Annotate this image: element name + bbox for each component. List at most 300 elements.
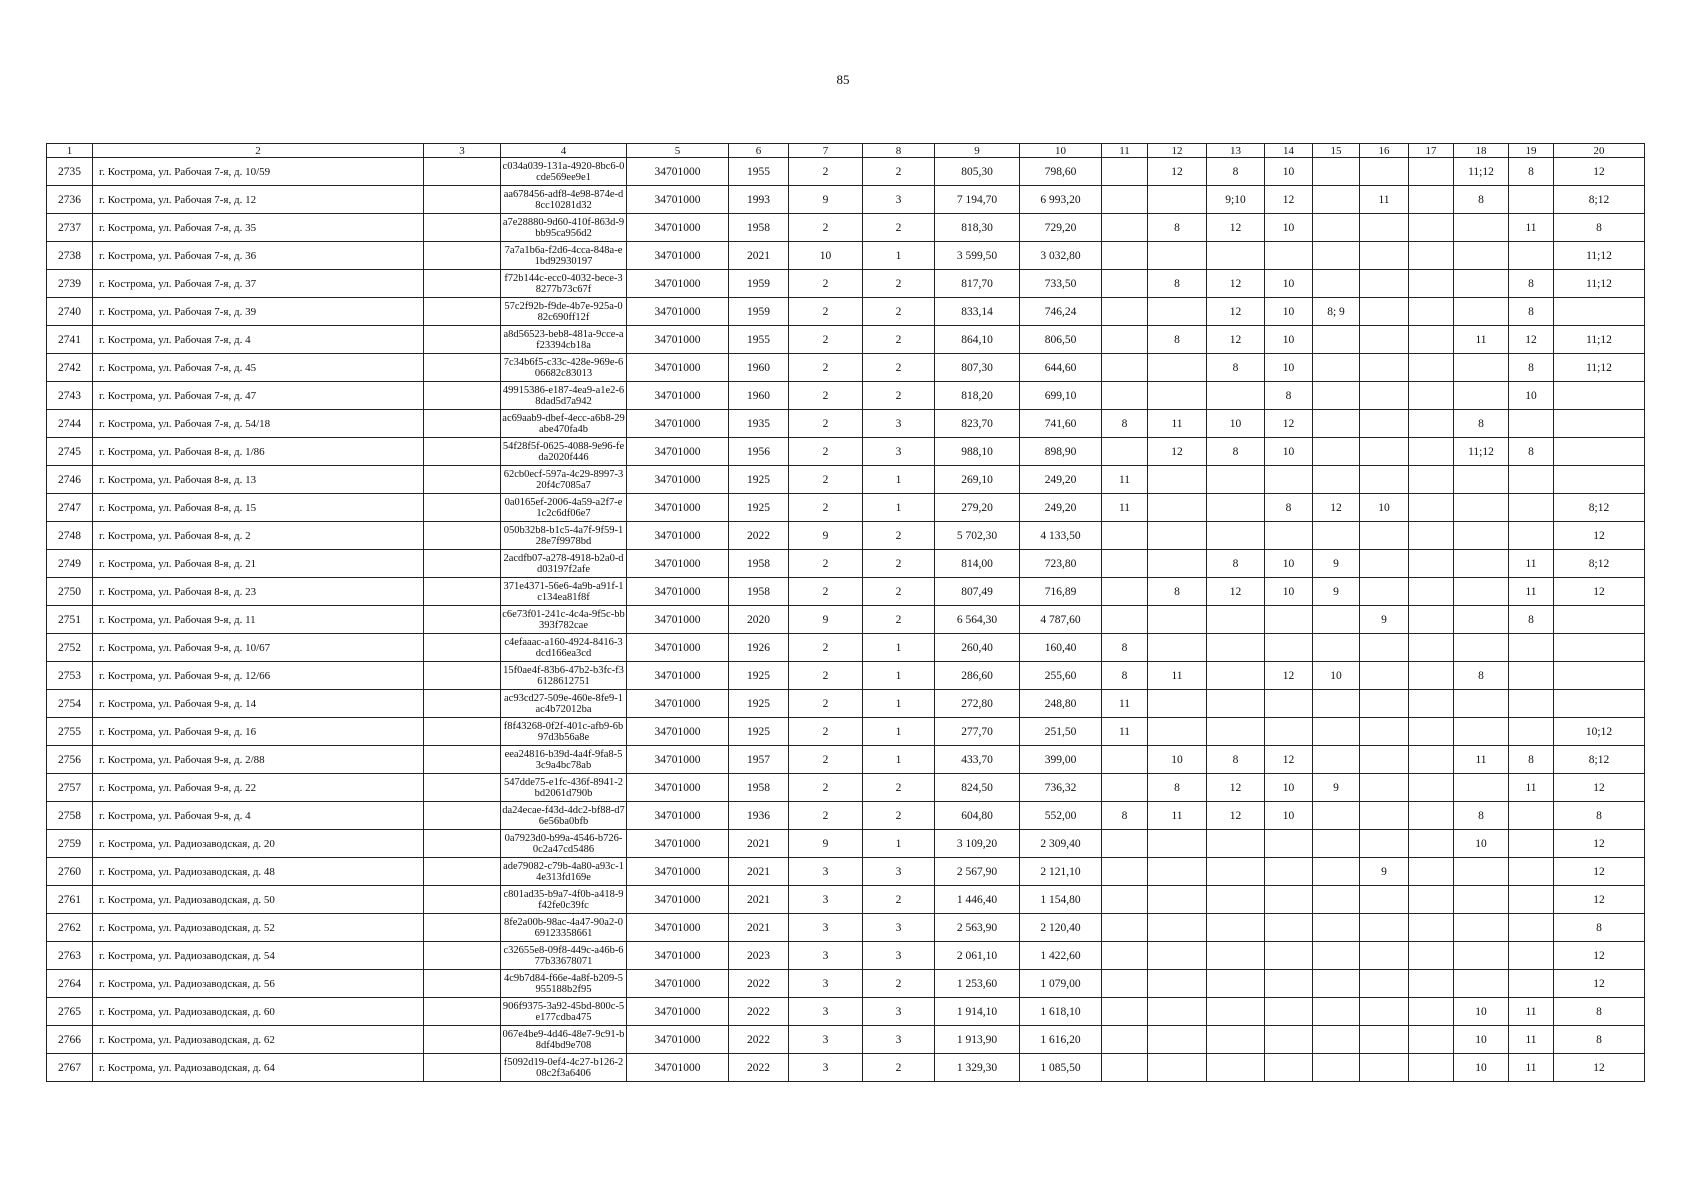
- table-cell-col-15: [1313, 942, 1360, 970]
- table-cell-col-18: 11: [1454, 326, 1509, 354]
- table-cell-col-7: 2: [789, 718, 863, 746]
- table-cell-col-16: [1360, 354, 1409, 382]
- table-cell-col-18: [1454, 214, 1509, 242]
- table-row: [47, 326, 1645, 354]
- table-cell-col-10: 898,90: [1020, 438, 1102, 466]
- table-cell-col-7: 2: [789, 690, 863, 718]
- table-cell-col-10: 736,32: [1020, 774, 1102, 802]
- table-cell-col-18: [1454, 634, 1509, 662]
- table-cell-col-18: [1454, 578, 1509, 606]
- table-cell-col-19: 12: [1509, 326, 1554, 354]
- table-cell-col-4: a7e28880-9d60-410f-863d-9bb95ca956d2: [501, 214, 627, 242]
- column-header-14: 14: [1265, 144, 1313, 158]
- table-cell-col-19: 8: [1509, 606, 1554, 634]
- table-cell-col-2: г. Кострома, ул. Рабочая 7-я, д. 47: [93, 382, 424, 410]
- table-cell-col-8: 3: [863, 186, 935, 214]
- table-cell-col-2: г. Кострома, ул. Радиозаводская, д. 56: [93, 970, 424, 998]
- table-cell-col-6: 1956: [729, 438, 789, 466]
- table-cell-col-3: [424, 830, 501, 858]
- table-cell-col-20: [1554, 662, 1645, 690]
- table-cell-col-5: 34701000: [627, 410, 729, 438]
- table-cell-col-9: 1 329,30: [935, 1054, 1020, 1082]
- table-cell-col-5: 34701000: [627, 326, 729, 354]
- table-cell-col-12: [1148, 886, 1207, 914]
- table-row: [47, 886, 1645, 914]
- table-row: [47, 242, 1645, 270]
- table-cell-col-17: [1409, 438, 1454, 466]
- table-row: [47, 690, 1645, 718]
- table-cell-col-8: 2: [863, 1054, 935, 1082]
- table-cell-col-18: 11;12: [1454, 158, 1509, 186]
- table-cell-col-4: 7a7a1b6a-f2d6-4cca-848a-e1bd92930197: [501, 242, 627, 270]
- table-cell-col-20: [1554, 298, 1645, 326]
- table-cell-col-18: 8: [1454, 186, 1509, 214]
- table-cell-col-16: [1360, 270, 1409, 298]
- table-cell-col-18: 8: [1454, 410, 1509, 438]
- table-cell-col-3: [424, 382, 501, 410]
- table-cell-col-12: 8: [1148, 270, 1207, 298]
- table-cell-col-7: 2: [789, 270, 863, 298]
- table-cell-col-16: 9: [1360, 858, 1409, 886]
- column-header-20: 20: [1554, 144, 1645, 158]
- table-row: [47, 550, 1645, 578]
- table-cell-col-14: 8: [1265, 382, 1313, 410]
- table-cell-col-20: 12: [1554, 158, 1645, 186]
- table-cell-col-12: 11: [1148, 410, 1207, 438]
- table-cell-col-1: 2746: [47, 466, 93, 494]
- table-cell-col-6: 2022: [729, 970, 789, 998]
- column-header-7: 7: [789, 144, 863, 158]
- table-cell-col-5: 34701000: [627, 830, 729, 858]
- table-cell-col-8: 2: [863, 774, 935, 802]
- table-cell-col-6: 1993: [729, 186, 789, 214]
- table-cell-col-18: [1454, 522, 1509, 550]
- table-cell-col-10: 806,50: [1020, 326, 1102, 354]
- table-cell-col-9: 823,70: [935, 410, 1020, 438]
- table-cell-col-13: 12: [1207, 270, 1265, 298]
- table-cell-col-19: [1509, 634, 1554, 662]
- table-cell-col-17: [1409, 382, 1454, 410]
- table-cell-col-1: 2755: [47, 718, 93, 746]
- table-cell-col-5: 34701000: [627, 438, 729, 466]
- table-cell-col-11: [1102, 606, 1148, 634]
- table-cell-col-18: 10: [1454, 1054, 1509, 1082]
- table-cell-col-13: [1207, 830, 1265, 858]
- table-cell-col-12: 8: [1148, 578, 1207, 606]
- table-cell-col-6: 1958: [729, 578, 789, 606]
- table-cell-col-17: [1409, 606, 1454, 634]
- table-cell-col-18: [1454, 606, 1509, 634]
- table-cell-col-11: 8: [1102, 634, 1148, 662]
- table-cell-col-17: [1409, 886, 1454, 914]
- table-cell-col-20: 12: [1554, 970, 1645, 998]
- table-cell-col-1: 2753: [47, 662, 93, 690]
- table-cell-col-6: 1960: [729, 382, 789, 410]
- table-cell-col-19: [1509, 186, 1554, 214]
- table-cell-col-5: 34701000: [627, 634, 729, 662]
- table-cell-col-9: 433,70: [935, 746, 1020, 774]
- table-cell-col-3: [424, 494, 501, 522]
- table-cell-col-3: [424, 298, 501, 326]
- table-row: [47, 830, 1645, 858]
- table-row: [47, 494, 1645, 522]
- table-cell-col-5: 34701000: [627, 1026, 729, 1054]
- table-cell-col-6: 1925: [729, 718, 789, 746]
- table-cell-col-6: 1925: [729, 690, 789, 718]
- table-cell-col-11: [1102, 158, 1148, 186]
- table-cell-col-14: [1265, 942, 1313, 970]
- table-cell-col-5: 34701000: [627, 270, 729, 298]
- table-row: [47, 354, 1645, 382]
- table-row: [47, 998, 1645, 1026]
- table-cell-col-15: [1313, 634, 1360, 662]
- table-cell-col-15: [1313, 354, 1360, 382]
- table-cell-col-10: 1 085,50: [1020, 1054, 1102, 1082]
- table-cell-col-13: [1207, 494, 1265, 522]
- table-cell-col-18: [1454, 690, 1509, 718]
- table-cell-col-17: [1409, 998, 1454, 1026]
- table-cell-col-4: a8d56523-beb8-481a-9cce-af23394cb18a: [501, 326, 627, 354]
- table-cell-col-14: [1265, 830, 1313, 858]
- table-row: [47, 410, 1645, 438]
- table-cell-col-9: 5 702,30: [935, 522, 1020, 550]
- column-header-10: 10: [1020, 144, 1102, 158]
- table-cell-col-11: [1102, 858, 1148, 886]
- table-cell-col-6: 1960: [729, 354, 789, 382]
- table-cell-col-17: [1409, 550, 1454, 578]
- table-cell-col-17: [1409, 690, 1454, 718]
- column-header-11: 11: [1102, 144, 1148, 158]
- table-cell-col-9: 277,70: [935, 718, 1020, 746]
- table-cell-col-11: [1102, 354, 1148, 382]
- table-cell-col-3: [424, 858, 501, 886]
- table-cell-col-15: [1313, 886, 1360, 914]
- table-cell-col-16: [1360, 914, 1409, 942]
- table-cell-col-12: [1148, 970, 1207, 998]
- table-cell-col-5: 34701000: [627, 606, 729, 634]
- table-cell-col-13: [1207, 466, 1265, 494]
- table-cell-col-11: [1102, 830, 1148, 858]
- table-cell-col-1: 2764: [47, 970, 93, 998]
- table-cell-col-14: [1265, 914, 1313, 942]
- table-cell-col-19: 11: [1509, 578, 1554, 606]
- table-header: [47, 144, 1645, 158]
- table-cell-col-20: 12: [1554, 522, 1645, 550]
- table-cell-col-16: [1360, 718, 1409, 746]
- table-cell-col-6: 1936: [729, 802, 789, 830]
- table-cell-col-5: 34701000: [627, 494, 729, 522]
- table-row: [47, 578, 1645, 606]
- table-cell-col-5: 34701000: [627, 242, 729, 270]
- table-row: [47, 466, 1645, 494]
- table-cell-col-8: 3: [863, 998, 935, 1026]
- table-cell-col-19: 11: [1509, 214, 1554, 242]
- table-cell-col-3: [424, 326, 501, 354]
- table-cell-col-12: [1148, 690, 1207, 718]
- table-cell-col-7: 3: [789, 1026, 863, 1054]
- table-cell-col-20: 11;12: [1554, 354, 1645, 382]
- table-cell-col-2: г. Кострома, ул. Рабочая 7-я, д. 45: [93, 354, 424, 382]
- table-cell-col-12: 8: [1148, 326, 1207, 354]
- table-cell-col-1: 2760: [47, 858, 93, 886]
- table-cell-col-14: 12: [1265, 410, 1313, 438]
- table-cell-col-1: 2737: [47, 214, 93, 242]
- table-cell-col-4: 49915386-e187-4ea9-a1e2-68dad5d7a942: [501, 382, 627, 410]
- table-cell-col-3: [424, 158, 501, 186]
- table-cell-col-15: [1313, 382, 1360, 410]
- table-cell-col-8: 2: [863, 354, 935, 382]
- table-cell-col-15: [1313, 1026, 1360, 1054]
- table-cell-col-17: [1409, 242, 1454, 270]
- table-cell-col-14: [1265, 998, 1313, 1026]
- table-cell-col-16: [1360, 1026, 1409, 1054]
- table-cell-col-20: [1554, 382, 1645, 410]
- table-cell-col-5: 34701000: [627, 746, 729, 774]
- table-cell-col-8: 2: [863, 606, 935, 634]
- table-cell-col-20: 12: [1554, 942, 1645, 970]
- table-cell-col-18: [1454, 298, 1509, 326]
- table-cell-col-19: 10: [1509, 382, 1554, 410]
- table-cell-col-20: [1554, 606, 1645, 634]
- table-cell-col-2: г. Кострома, ул. Радиозаводская, д. 60: [93, 998, 424, 1026]
- table-cell-col-11: [1102, 942, 1148, 970]
- table-cell-col-13: 12: [1207, 214, 1265, 242]
- table-cell-col-1: 2738: [47, 242, 93, 270]
- column-header-1: 1: [47, 144, 93, 158]
- table-cell-col-2: г. Кострома, ул. Радиозаводская, д. 52: [93, 914, 424, 942]
- table-cell-col-9: 864,10: [935, 326, 1020, 354]
- table-cell-col-12: [1148, 186, 1207, 214]
- table-row: [47, 1054, 1645, 1082]
- table-cell-col-1: 2762: [47, 914, 93, 942]
- table-cell-col-8: 1: [863, 830, 935, 858]
- table-cell-col-15: 12: [1313, 494, 1360, 522]
- table-cell-col-13: 8: [1207, 550, 1265, 578]
- table-cell-col-13: [1207, 382, 1265, 410]
- table-row: [47, 214, 1645, 242]
- table-cell-col-17: [1409, 158, 1454, 186]
- table-cell-col-11: 8: [1102, 802, 1148, 830]
- table-cell-col-12: [1148, 718, 1207, 746]
- table-cell-col-7: 3: [789, 914, 863, 942]
- table-cell-col-14: 8: [1265, 494, 1313, 522]
- table-cell-col-17: [1409, 634, 1454, 662]
- table-cell-col-1: 2761: [47, 886, 93, 914]
- table-cell-col-12: [1148, 494, 1207, 522]
- table-cell-col-18: [1454, 718, 1509, 746]
- table-cell-col-14: [1265, 606, 1313, 634]
- table-cell-col-17: [1409, 970, 1454, 998]
- table-cell-col-3: [424, 606, 501, 634]
- table-cell-col-20: [1554, 466, 1645, 494]
- table-cell-col-15: [1313, 690, 1360, 718]
- table-cell-col-8: 3: [863, 438, 935, 466]
- table-cell-col-19: [1509, 886, 1554, 914]
- table-cell-col-19: [1509, 858, 1554, 886]
- table-cell-col-16: [1360, 634, 1409, 662]
- table-cell-col-14: [1265, 858, 1313, 886]
- table-cell-col-1: 2742: [47, 354, 93, 382]
- table-cell-col-2: г. Кострома, ул. Рабочая 8-я, д. 2: [93, 522, 424, 550]
- table-cell-col-7: 2: [789, 466, 863, 494]
- table-cell-col-7: 2: [789, 550, 863, 578]
- table-cell-col-5: 34701000: [627, 662, 729, 690]
- table-cell-col-12: [1148, 1054, 1207, 1082]
- table-cell-col-7: 2: [789, 746, 863, 774]
- table-cell-col-10: 1 154,80: [1020, 886, 1102, 914]
- table-cell-col-2: г. Кострома, ул. Рабочая 7-я, д. 10/59: [93, 158, 424, 186]
- table-cell-col-19: [1509, 242, 1554, 270]
- table-cell-col-13: [1207, 998, 1265, 1026]
- table-cell-col-3: [424, 466, 501, 494]
- table-cell-col-10: 729,20: [1020, 214, 1102, 242]
- table-row: [47, 522, 1645, 550]
- table-row: [47, 298, 1645, 326]
- table-cell-col-9: 805,30: [935, 158, 1020, 186]
- table-cell-col-19: 8: [1509, 354, 1554, 382]
- table-cell-col-4: 62cb0ecf-597a-4c29-8997-320f4c7085a7: [501, 466, 627, 494]
- table-cell-col-10: 399,00: [1020, 746, 1102, 774]
- table-cell-col-17: [1409, 522, 1454, 550]
- table-cell-col-5: 34701000: [627, 802, 729, 830]
- table-cell-col-14: 10: [1265, 326, 1313, 354]
- table-row: [47, 970, 1645, 998]
- table-cell-col-18: 10: [1454, 998, 1509, 1026]
- table-cell-col-5: 34701000: [627, 886, 729, 914]
- table-cell-col-8: 2: [863, 970, 935, 998]
- table-cell-col-17: [1409, 298, 1454, 326]
- table-cell-col-15: [1313, 466, 1360, 494]
- table-cell-col-9: 833,14: [935, 298, 1020, 326]
- table-cell-col-15: 9: [1313, 774, 1360, 802]
- table-cell-col-9: 7 194,70: [935, 186, 1020, 214]
- table-row: [47, 746, 1645, 774]
- table-cell-col-9: 814,00: [935, 550, 1020, 578]
- table-cell-col-17: [1409, 662, 1454, 690]
- table-cell-col-14: [1265, 466, 1313, 494]
- table-cell-col-20: 12: [1554, 886, 1645, 914]
- table-cell-col-19: 8: [1509, 746, 1554, 774]
- table-cell-col-6: 2022: [729, 522, 789, 550]
- column-header-3: 3: [424, 144, 501, 158]
- table-cell-col-1: 2767: [47, 1054, 93, 1082]
- table-cell-col-10: 1 079,00: [1020, 970, 1102, 998]
- table-cell-col-2: г. Кострома, ул. Рабочая 7-я, д. 37: [93, 270, 424, 298]
- table-cell-col-3: [424, 774, 501, 802]
- table-cell-col-14: 10: [1265, 298, 1313, 326]
- table-cell-col-8: 1: [863, 662, 935, 690]
- column-header-16: 16: [1360, 144, 1409, 158]
- table-cell-col-16: [1360, 970, 1409, 998]
- table-cell-col-18: [1454, 970, 1509, 998]
- column-header-13: 13: [1207, 144, 1265, 158]
- table-cell-col-6: 2020: [729, 606, 789, 634]
- table-cell-col-16: [1360, 802, 1409, 830]
- table-cell-col-7: 2: [789, 662, 863, 690]
- table-cell-col-13: [1207, 858, 1265, 886]
- table-cell-col-19: [1509, 970, 1554, 998]
- table-cell-col-17: [1409, 1026, 1454, 1054]
- table-cell-col-13: [1207, 690, 1265, 718]
- table-cell-col-4: f5092d19-0ef4-4c27-b126-208c2f3a6406: [501, 1054, 627, 1082]
- table-cell-col-6: 1935: [729, 410, 789, 438]
- table-cell-col-13: [1207, 942, 1265, 970]
- table-cell-col-14: 10: [1265, 774, 1313, 802]
- table-cell-col-19: 11: [1509, 1054, 1554, 1082]
- table-cell-col-3: [424, 914, 501, 942]
- table-cell-col-4: 371e4371-56e6-4a9b-a91f-1c134ea81f8f: [501, 578, 627, 606]
- table-cell-col-10: 2 121,10: [1020, 858, 1102, 886]
- table-cell-col-15: [1313, 914, 1360, 942]
- column-header-17: 17: [1409, 144, 1454, 158]
- table-cell-col-9: 286,60: [935, 662, 1020, 690]
- table-row: [47, 662, 1645, 690]
- table-cell-col-20: [1554, 690, 1645, 718]
- table-cell-col-10: 723,80: [1020, 550, 1102, 578]
- table-cell-col-4: 0a7923d0-b99a-4546-b726-0c2a47cd5486: [501, 830, 627, 858]
- table-cell-col-16: [1360, 662, 1409, 690]
- table-cell-col-15: [1313, 1054, 1360, 1082]
- table-cell-col-4: c801ad35-b9a7-4f0b-a418-9f42fe0c39fc: [501, 886, 627, 914]
- table-cell-col-16: [1360, 214, 1409, 242]
- table-cell-col-1: 2756: [47, 746, 93, 774]
- table-cell-col-10: 1 422,60: [1020, 942, 1102, 970]
- table-cell-col-13: [1207, 522, 1265, 550]
- table-cell-col-16: 11: [1360, 186, 1409, 214]
- table-cell-col-15: [1313, 186, 1360, 214]
- table-cell-col-1: 2748: [47, 522, 93, 550]
- table-cell-col-11: [1102, 1026, 1148, 1054]
- table-cell-col-19: 11: [1509, 550, 1554, 578]
- table-cell-col-2: г. Кострома, ул. Радиозаводская, д. 54: [93, 942, 424, 970]
- table-cell-col-8: 2: [863, 298, 935, 326]
- table-cell-col-10: 733,50: [1020, 270, 1102, 298]
- table-cell-col-1: 2750: [47, 578, 93, 606]
- table-cell-col-12: [1148, 830, 1207, 858]
- table-cell-col-15: [1313, 970, 1360, 998]
- table-cell-col-6: 2021: [729, 242, 789, 270]
- table-cell-col-15: [1313, 158, 1360, 186]
- table-cell-col-20: 8;12: [1554, 746, 1645, 774]
- table-cell-col-9: 2 563,90: [935, 914, 1020, 942]
- table-cell-col-7: 2: [789, 326, 863, 354]
- table-cell-col-12: 8: [1148, 774, 1207, 802]
- table-cell-col-2: г. Кострома, ул. Рабочая 7-я, д. 54/18: [93, 410, 424, 438]
- table-cell-col-11: [1102, 1054, 1148, 1082]
- table-cell-col-3: [424, 410, 501, 438]
- table-cell-col-10: 644,60: [1020, 354, 1102, 382]
- table-cell-col-10: 251,50: [1020, 718, 1102, 746]
- table-row: [47, 942, 1645, 970]
- table-cell-col-5: 34701000: [627, 214, 729, 242]
- table-cell-col-19: 8: [1509, 158, 1554, 186]
- column-header-4: 4: [501, 144, 627, 158]
- table-cell-col-2: г. Кострома, ул. Рабочая 9-я, д. 2/88: [93, 746, 424, 774]
- table-cell-col-15: [1313, 214, 1360, 242]
- table-cell-col-12: 10: [1148, 746, 1207, 774]
- table-cell-col-17: [1409, 466, 1454, 494]
- table-cell-col-9: 269,10: [935, 466, 1020, 494]
- table-row: [47, 718, 1645, 746]
- table-cell-col-8: 3: [863, 858, 935, 886]
- table-cell-col-9: 1 446,40: [935, 886, 1020, 914]
- table-cell-col-18: [1454, 270, 1509, 298]
- table-cell-col-8: 1: [863, 718, 935, 746]
- table-cell-col-17: [1409, 186, 1454, 214]
- table-cell-col-20: 8: [1554, 1026, 1645, 1054]
- table-cell-col-5: 34701000: [627, 522, 729, 550]
- table-cell-col-2: г. Кострома, ул. Рабочая 8-я, д. 1/86: [93, 438, 424, 466]
